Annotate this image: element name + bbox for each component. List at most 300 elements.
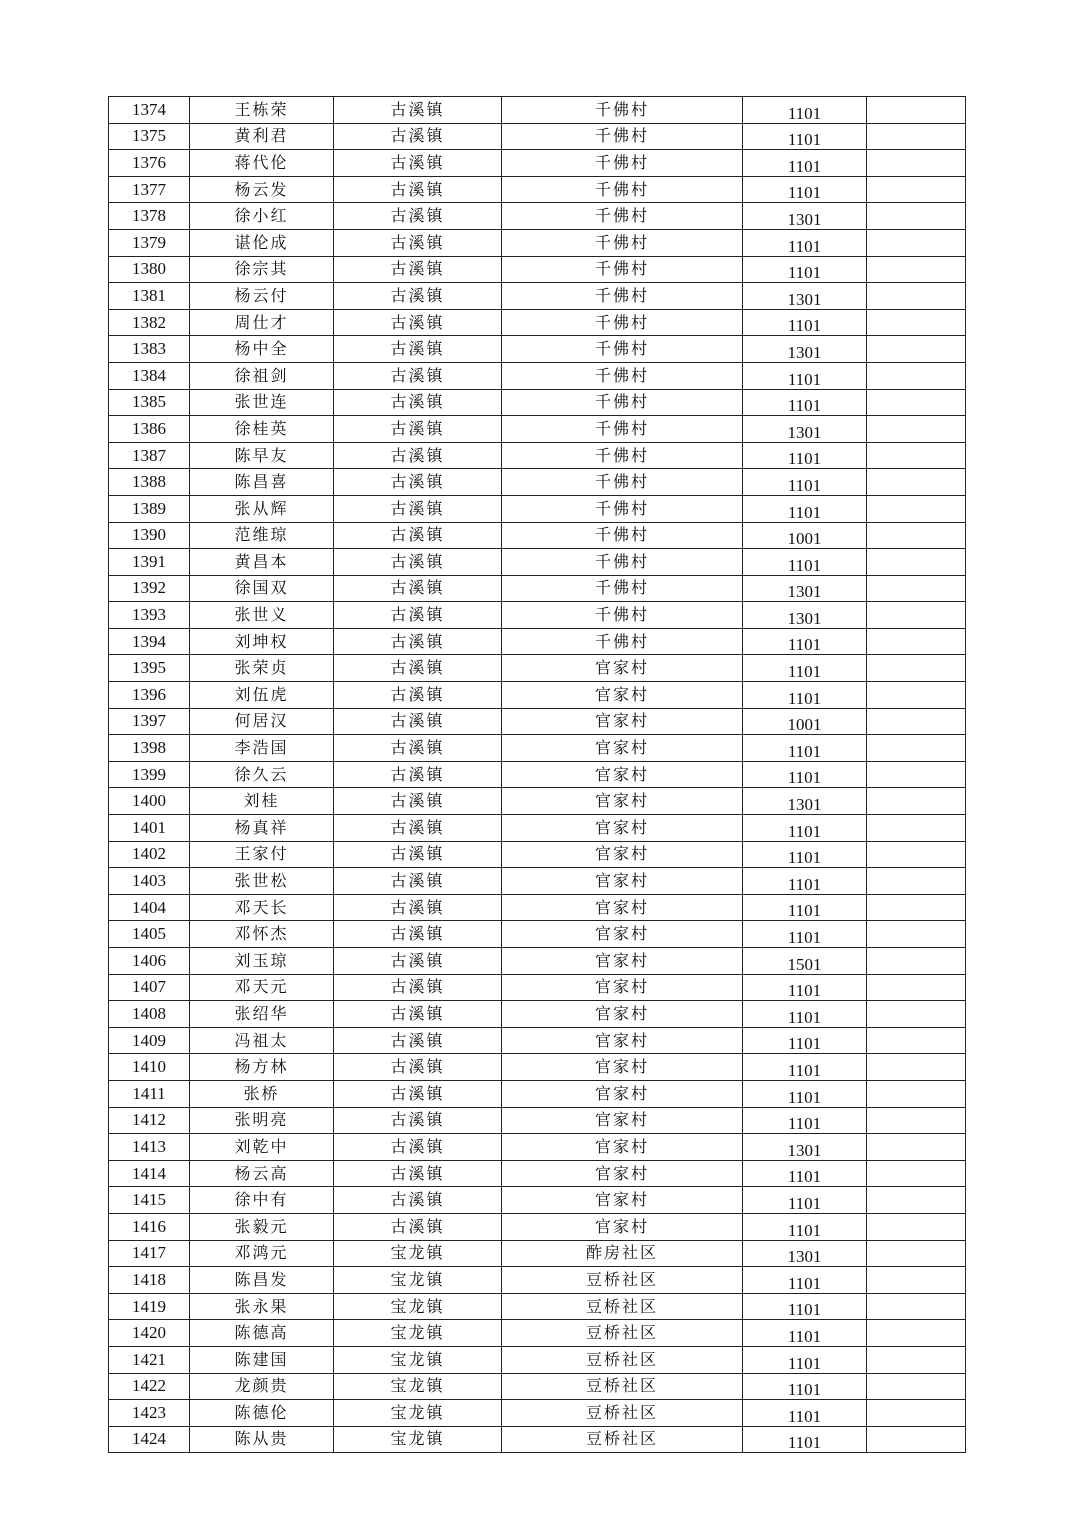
- remark-cell: [867, 841, 966, 868]
- name-cell: 杨中全: [190, 336, 334, 363]
- name-cell: 陈昌发: [190, 1267, 334, 1294]
- record-table-container: [108, 96, 965, 1453]
- serial-number-cell: 1406: [109, 948, 190, 975]
- table-row: [109, 469, 966, 496]
- table-row: [109, 1346, 966, 1373]
- town-cell: 古溪镇: [334, 655, 502, 682]
- code-cell: 1301: [743, 1134, 867, 1161]
- town-cell: 古溪镇: [334, 229, 502, 256]
- serial-number-cell: 1413: [109, 1134, 190, 1161]
- table-row: [109, 1213, 966, 1240]
- remark-cell: [867, 229, 966, 256]
- town-cell: 古溪镇: [334, 682, 502, 709]
- serial-number-cell: 1391: [109, 549, 190, 576]
- remark-cell: [867, 602, 966, 629]
- remark-cell: [867, 389, 966, 416]
- serial-number-cell: 1402: [109, 841, 190, 868]
- town-cell: 古溪镇: [334, 628, 502, 655]
- town-cell: 古溪镇: [334, 868, 502, 895]
- table-row: [109, 522, 966, 549]
- remark-cell: [867, 1426, 966, 1453]
- village-cell: 官家村: [502, 708, 743, 735]
- name-cell: 黄利君: [190, 123, 334, 150]
- table-row: [109, 868, 966, 895]
- village-cell: 官家村: [502, 974, 743, 1001]
- code-cell: 1301: [743, 575, 867, 602]
- code-cell: 1101: [743, 655, 867, 682]
- serial-number-cell: 1410: [109, 1054, 190, 1081]
- serial-number-cell: 1423: [109, 1400, 190, 1427]
- table-row: [109, 761, 966, 788]
- name-cell: 冯祖太: [190, 1027, 334, 1054]
- town-cell: 古溪镇: [334, 549, 502, 576]
- serial-number-cell: 1395: [109, 655, 190, 682]
- serial-number-cell: 1378: [109, 203, 190, 230]
- name-cell: 张永果: [190, 1293, 334, 1320]
- name-cell: 王家付: [190, 841, 334, 868]
- town-cell: 古溪镇: [334, 522, 502, 549]
- remark-cell: [867, 682, 966, 709]
- name-cell: 王栋荣: [190, 97, 334, 124]
- serial-number-cell: 1403: [109, 868, 190, 895]
- table-row: [109, 176, 966, 203]
- serial-number-cell: 1397: [109, 708, 190, 735]
- code-cell: 1101: [743, 362, 867, 389]
- village-cell: 豆桥社区: [502, 1267, 743, 1294]
- village-cell: 官家村: [502, 1134, 743, 1161]
- remark-cell: [867, 336, 966, 363]
- name-cell: 蒋代伦: [190, 150, 334, 177]
- village-cell: 千佛村: [502, 362, 743, 389]
- name-cell: 徐祖剑: [190, 362, 334, 389]
- name-cell: 张明亮: [190, 1107, 334, 1134]
- name-cell: 徐桂英: [190, 416, 334, 443]
- table-row: [109, 336, 966, 363]
- village-cell: 千佛村: [502, 575, 743, 602]
- name-cell: 张毅元: [190, 1213, 334, 1240]
- code-cell: 1301: [743, 336, 867, 363]
- code-cell: 1101: [743, 921, 867, 948]
- table-row: [109, 788, 966, 815]
- code-cell: 1101: [743, 1346, 867, 1373]
- code-cell: 1101: [743, 469, 867, 496]
- town-cell: 古溪镇: [334, 283, 502, 310]
- village-cell: 官家村: [502, 894, 743, 921]
- remark-cell: [867, 974, 966, 1001]
- remark-cell: [867, 1293, 966, 1320]
- table-row: [109, 1240, 966, 1267]
- town-cell: 古溪镇: [334, 442, 502, 469]
- name-cell: 刘乾中: [190, 1134, 334, 1161]
- table-row: [109, 1134, 966, 1161]
- serial-number-cell: 1379: [109, 229, 190, 256]
- serial-number-cell: 1415: [109, 1187, 190, 1214]
- name-cell: 陈德高: [190, 1320, 334, 1347]
- remark-cell: [867, 735, 966, 762]
- town-cell: 宝龙镇: [334, 1426, 502, 1453]
- table-row: [109, 389, 966, 416]
- village-cell: 千佛村: [502, 97, 743, 124]
- record-table-body: [109, 97, 966, 1453]
- town-cell: 古溪镇: [334, 575, 502, 602]
- table-row: [109, 948, 966, 975]
- table-row: [109, 1373, 966, 1400]
- remark-cell: [867, 176, 966, 203]
- town-cell: 古溪镇: [334, 336, 502, 363]
- table-row: [109, 1027, 966, 1054]
- remark-cell: [867, 1267, 966, 1294]
- serial-number-cell: 1377: [109, 176, 190, 203]
- town-cell: 古溪镇: [334, 921, 502, 948]
- remark-cell: [867, 815, 966, 842]
- code-cell: 1101: [743, 868, 867, 895]
- code-cell: 1101: [743, 150, 867, 177]
- serial-number-cell: 1386: [109, 416, 190, 443]
- name-cell: 周仕才: [190, 309, 334, 336]
- name-cell: 刘伍虎: [190, 682, 334, 709]
- village-cell: 官家村: [502, 1160, 743, 1187]
- serial-number-cell: 1385: [109, 389, 190, 416]
- serial-number-cell: 1394: [109, 628, 190, 655]
- table-row: [109, 841, 966, 868]
- remark-cell: [867, 1187, 966, 1214]
- code-cell: 1001: [743, 708, 867, 735]
- serial-number-cell: 1398: [109, 735, 190, 762]
- serial-number-cell: 1419: [109, 1293, 190, 1320]
- town-cell: 古溪镇: [334, 1054, 502, 1081]
- town-cell: 古溪镇: [334, 123, 502, 150]
- town-cell: 古溪镇: [334, 974, 502, 1001]
- town-cell: 古溪镇: [334, 1001, 502, 1028]
- code-cell: 1101: [743, 841, 867, 868]
- remark-cell: [867, 788, 966, 815]
- town-cell: 古溪镇: [334, 815, 502, 842]
- remark-cell: [867, 655, 966, 682]
- remark-cell: [867, 495, 966, 522]
- serial-number-cell: 1376: [109, 150, 190, 177]
- village-cell: 千佛村: [502, 522, 743, 549]
- serial-number-cell: 1390: [109, 522, 190, 549]
- code-cell: 1101: [743, 1267, 867, 1294]
- table-row: [109, 123, 966, 150]
- name-cell: 张世松: [190, 868, 334, 895]
- name-cell: 陈从贵: [190, 1426, 334, 1453]
- village-cell: 千佛村: [502, 442, 743, 469]
- village-cell: 豆桥社区: [502, 1400, 743, 1427]
- code-cell: 1101: [743, 1320, 867, 1347]
- village-cell: 官家村: [502, 735, 743, 762]
- remark-cell: [867, 1373, 966, 1400]
- town-cell: 古溪镇: [334, 97, 502, 124]
- town-cell: 古溪镇: [334, 735, 502, 762]
- village-cell: 官家村: [502, 841, 743, 868]
- village-cell: 官家村: [502, 868, 743, 895]
- table-row: [109, 1187, 966, 1214]
- town-cell: 古溪镇: [334, 1080, 502, 1107]
- code-cell: 1101: [743, 894, 867, 921]
- name-cell: 陈建国: [190, 1346, 334, 1373]
- code-cell: 1101: [743, 1187, 867, 1214]
- serial-number-cell: 1411: [109, 1080, 190, 1107]
- table-row: [109, 1320, 966, 1347]
- table-row: [109, 1160, 966, 1187]
- code-cell: 1101: [743, 735, 867, 762]
- serial-number-cell: 1382: [109, 309, 190, 336]
- name-cell: 邓鸿元: [190, 1240, 334, 1267]
- name-cell: 陈德伦: [190, 1400, 334, 1427]
- remark-cell: [867, 123, 966, 150]
- serial-number-cell: 1404: [109, 894, 190, 921]
- town-cell: 宝龙镇: [334, 1320, 502, 1347]
- name-cell: 黄昌本: [190, 549, 334, 576]
- remark-cell: [867, 1107, 966, 1134]
- serial-number-cell: 1399: [109, 761, 190, 788]
- serial-number-cell: 1424: [109, 1426, 190, 1453]
- remark-cell: [867, 97, 966, 124]
- town-cell: 古溪镇: [334, 948, 502, 975]
- serial-number-cell: 1412: [109, 1107, 190, 1134]
- code-cell: 1301: [743, 283, 867, 310]
- name-cell: 张世义: [190, 602, 334, 629]
- town-cell: 宝龙镇: [334, 1240, 502, 1267]
- code-cell: 1101: [743, 1293, 867, 1320]
- table-row: [109, 150, 966, 177]
- village-cell: 官家村: [502, 921, 743, 948]
- village-cell: 千佛村: [502, 416, 743, 443]
- table-row: [109, 362, 966, 389]
- town-cell: 古溪镇: [334, 1187, 502, 1214]
- code-cell: 1301: [743, 602, 867, 629]
- village-cell: 千佛村: [502, 150, 743, 177]
- remark-cell: [867, 549, 966, 576]
- serial-number-cell: 1422: [109, 1373, 190, 1400]
- town-cell: 宝龙镇: [334, 1293, 502, 1320]
- code-cell: 1101: [743, 628, 867, 655]
- code-cell: 1101: [743, 1080, 867, 1107]
- town-cell: 古溪镇: [334, 309, 502, 336]
- serial-number-cell: 1383: [109, 336, 190, 363]
- serial-number-cell: 1381: [109, 283, 190, 310]
- village-cell: 千佛村: [502, 123, 743, 150]
- table-row: [109, 1107, 966, 1134]
- village-cell: 千佛村: [502, 229, 743, 256]
- village-cell: 官家村: [502, 815, 743, 842]
- table-row: [109, 682, 966, 709]
- name-cell: 徐久云: [190, 761, 334, 788]
- town-cell: 古溪镇: [334, 1027, 502, 1054]
- name-cell: 杨云高: [190, 1160, 334, 1187]
- village-cell: 千佛村: [502, 256, 743, 283]
- code-cell: 1101: [743, 1373, 867, 1400]
- serial-number-cell: 1420: [109, 1320, 190, 1347]
- town-cell: 古溪镇: [334, 708, 502, 735]
- remark-cell: [867, 469, 966, 496]
- remark-cell: [867, 1134, 966, 1161]
- village-cell: 千佛村: [502, 495, 743, 522]
- remark-cell: [867, 708, 966, 735]
- serial-number-cell: 1408: [109, 1001, 190, 1028]
- serial-number-cell: 1388: [109, 469, 190, 496]
- code-cell: 1301: [743, 416, 867, 443]
- remark-cell: [867, 1001, 966, 1028]
- serial-number-cell: 1418: [109, 1267, 190, 1294]
- remark-cell: [867, 868, 966, 895]
- town-cell: 古溪镇: [334, 761, 502, 788]
- remark-cell: [867, 575, 966, 602]
- serial-number-cell: 1400: [109, 788, 190, 815]
- table-row: [109, 655, 966, 682]
- code-cell: 1101: [743, 974, 867, 1001]
- name-cell: 何居汉: [190, 708, 334, 735]
- serial-number-cell: 1384: [109, 362, 190, 389]
- village-cell: 官家村: [502, 1080, 743, 1107]
- name-cell: 刘桂: [190, 788, 334, 815]
- code-cell: 1101: [743, 123, 867, 150]
- code-cell: 1301: [743, 788, 867, 815]
- table-row: [109, 628, 966, 655]
- remark-cell: [867, 362, 966, 389]
- serial-number-cell: 1392: [109, 575, 190, 602]
- remark-cell: [867, 948, 966, 975]
- village-cell: 千佛村: [502, 336, 743, 363]
- serial-number-cell: 1396: [109, 682, 190, 709]
- remark-cell: [867, 1027, 966, 1054]
- town-cell: 古溪镇: [334, 469, 502, 496]
- code-cell: 1101: [743, 389, 867, 416]
- serial-number-cell: 1393: [109, 602, 190, 629]
- table-row: [109, 974, 966, 1001]
- code-cell: 1501: [743, 948, 867, 975]
- remark-cell: [867, 442, 966, 469]
- serial-number-cell: 1387: [109, 442, 190, 469]
- remark-cell: [867, 1320, 966, 1347]
- table-row: [109, 708, 966, 735]
- village-cell: 官家村: [502, 1107, 743, 1134]
- code-cell: 1101: [743, 1001, 867, 1028]
- table-row: [109, 283, 966, 310]
- table-row: [109, 1426, 966, 1453]
- table-row: [109, 256, 966, 283]
- village-cell: 豆桥社区: [502, 1426, 743, 1453]
- code-cell: 1101: [743, 1426, 867, 1453]
- table-row: [109, 1080, 966, 1107]
- remark-cell: [867, 203, 966, 230]
- code-cell: 1101: [743, 442, 867, 469]
- table-row: [109, 1267, 966, 1294]
- name-cell: 杨方林: [190, 1054, 334, 1081]
- remark-cell: [867, 1346, 966, 1373]
- serial-number-cell: 1375: [109, 123, 190, 150]
- village-cell: 豆桥社区: [502, 1320, 743, 1347]
- remark-cell: [867, 309, 966, 336]
- serial-number-cell: 1409: [109, 1027, 190, 1054]
- village-cell: 官家村: [502, 1027, 743, 1054]
- table-row: [109, 1054, 966, 1081]
- table-row: [109, 735, 966, 762]
- code-cell: 1301: [743, 203, 867, 230]
- name-cell: 陈昌喜: [190, 469, 334, 496]
- table-row: [109, 442, 966, 469]
- town-cell: 宝龙镇: [334, 1373, 502, 1400]
- town-cell: 古溪镇: [334, 841, 502, 868]
- village-cell: 酢房社区: [502, 1240, 743, 1267]
- village-cell: 官家村: [502, 1054, 743, 1081]
- village-cell: 千佛村: [502, 176, 743, 203]
- record-table: [108, 96, 966, 1453]
- name-cell: 徐宗其: [190, 256, 334, 283]
- village-cell: 官家村: [502, 1187, 743, 1214]
- serial-number-cell: 1417: [109, 1240, 190, 1267]
- town-cell: 古溪镇: [334, 256, 502, 283]
- table-row: [109, 495, 966, 522]
- table-row: [109, 894, 966, 921]
- code-cell: 1101: [743, 97, 867, 124]
- name-cell: 张绍华: [190, 1001, 334, 1028]
- table-row: [109, 203, 966, 230]
- village-cell: 官家村: [502, 948, 743, 975]
- village-cell: 千佛村: [502, 549, 743, 576]
- table-row: [109, 309, 966, 336]
- town-cell: 古溪镇: [334, 1134, 502, 1161]
- code-cell: 1101: [743, 549, 867, 576]
- name-cell: 邓天长: [190, 894, 334, 921]
- remark-cell: [867, 522, 966, 549]
- remark-cell: [867, 1400, 966, 1427]
- code-cell: 1101: [743, 761, 867, 788]
- serial-number-cell: 1416: [109, 1213, 190, 1240]
- code-cell: 1001: [743, 522, 867, 549]
- code-cell: 1101: [743, 1027, 867, 1054]
- serial-number-cell: 1380: [109, 256, 190, 283]
- serial-number-cell: 1374: [109, 97, 190, 124]
- table-row: [109, 1293, 966, 1320]
- remark-cell: [867, 150, 966, 177]
- table-row: [109, 575, 966, 602]
- table-row: [109, 549, 966, 576]
- name-cell: 张荣贞: [190, 655, 334, 682]
- code-cell: 1101: [743, 1107, 867, 1134]
- name-cell: 杨云付: [190, 283, 334, 310]
- code-cell: 1101: [743, 229, 867, 256]
- name-cell: 徐中有: [190, 1187, 334, 1214]
- village-cell: 千佛村: [502, 203, 743, 230]
- name-cell: 李浩国: [190, 735, 334, 762]
- code-cell: 1301: [743, 1240, 867, 1267]
- code-cell: 1101: [743, 309, 867, 336]
- town-cell: 古溪镇: [334, 389, 502, 416]
- town-cell: 古溪镇: [334, 1213, 502, 1240]
- village-cell: 官家村: [502, 682, 743, 709]
- remark-cell: [867, 256, 966, 283]
- code-cell: 1101: [743, 1054, 867, 1081]
- remark-cell: [867, 283, 966, 310]
- remark-cell: [867, 416, 966, 443]
- name-cell: 徐小红: [190, 203, 334, 230]
- serial-number-cell: 1407: [109, 974, 190, 1001]
- village-cell: 官家村: [502, 1001, 743, 1028]
- town-cell: 古溪镇: [334, 150, 502, 177]
- code-cell: 1101: [743, 495, 867, 522]
- village-cell: 豆桥社区: [502, 1346, 743, 1373]
- name-cell: 杨云发: [190, 176, 334, 203]
- town-cell: 古溪镇: [334, 362, 502, 389]
- name-cell: 范维琼: [190, 522, 334, 549]
- town-cell: 宝龙镇: [334, 1400, 502, 1427]
- remark-cell: [867, 1240, 966, 1267]
- village-cell: 官家村: [502, 1213, 743, 1240]
- village-cell: 千佛村: [502, 309, 743, 336]
- remark-cell: [867, 921, 966, 948]
